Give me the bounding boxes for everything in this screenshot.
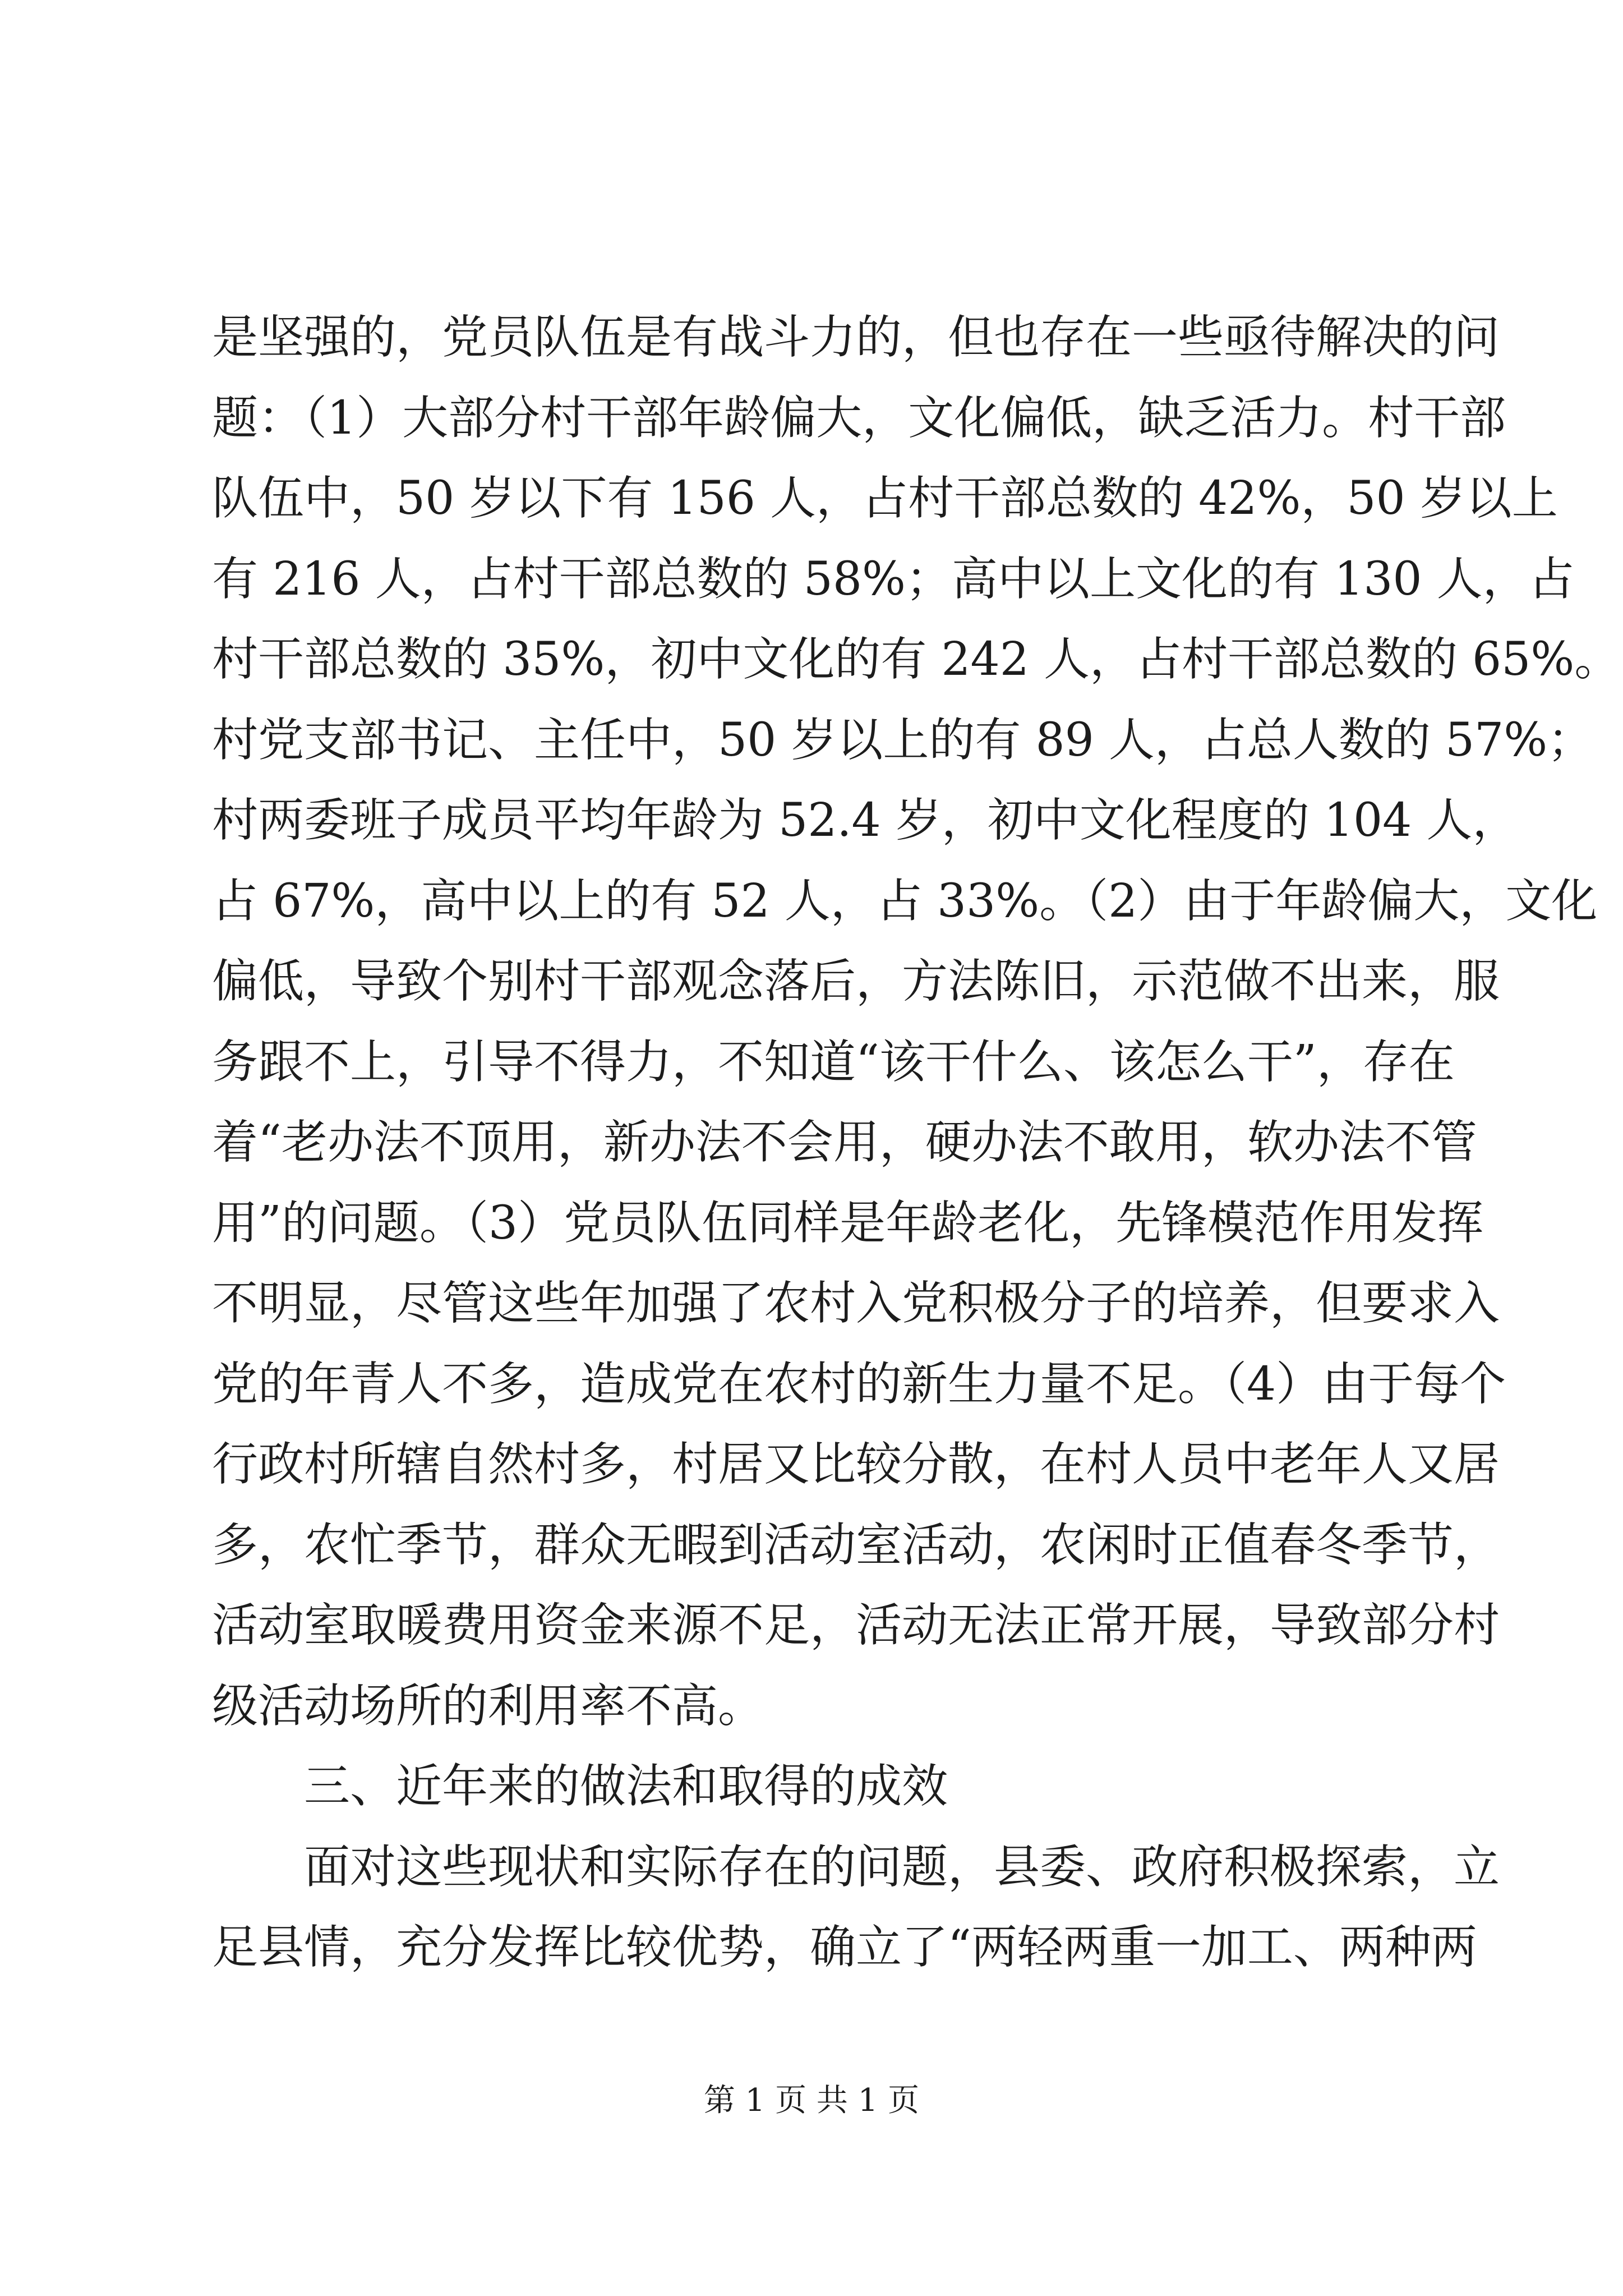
text-line: 用”的问题。（3）党员队伍同样是年龄老化，先锋模范作用发挥	[212, 1196, 1484, 1250]
text-line: 有 216 人，占村干部总数的 58%；高中以上文化的有 130 人，占	[212, 552, 1575, 606]
text-line: 党的年青人不多，造成党在农村的新生力量不足。（4）由于每个	[212, 1357, 1506, 1411]
text-line: 着“老办法不顶用，新办法不会用，硬办法不敢用，软办法不管	[212, 1116, 1477, 1169]
text-line: 不明显，尽管这些年加强了农村入党积极分子的培养，但要求入	[212, 1277, 1500, 1330]
text-line: 活动室取暖费用资金来源不足，活动无法正常开展，导致部分村	[212, 1599, 1500, 1652]
text-line: 村党支部书记、主任中，50 岁以上的有 89 人，占总人数的 57%；	[212, 713, 1594, 767]
text-line: 行政村所辖自然村多，村居又比较分散，在村人员中老年人又居	[212, 1438, 1500, 1491]
text-line: 题：（1）大部分村干部年龄偏大，文化偏低，缺乏活力。村干部	[212, 391, 1506, 445]
text-line: 队伍中，50 岁以下有 156 人，占村干部总数的 42%，50 岁以上	[212, 472, 1558, 525]
page-footer: 第 1 页 共 1 页	[703, 2082, 920, 2119]
text-line: 村干部总数的 35%，初中文化的有 242 人，占村干部总数的 65%。	[212, 633, 1621, 686]
text-line: 多，农忙季节，群众无暇到活动室活动，农闲时正值春冬季节，	[212, 1518, 1500, 1572]
document-body	[212, 297, 1621, 1988]
text-line: 村两委班子成员平均年龄为 52.4 岁，初中文化程度的 104 人，	[212, 794, 1519, 847]
section-heading: 三、近年来的做法和取得的成效	[304, 1760, 948, 1813]
text-line: 务跟不上，引导不得力，不知道“该干什么、该怎么干”，存在	[212, 1035, 1455, 1089]
text-line: 级活动场所的利用率不高。	[212, 1679, 764, 1733]
text-line: 占 67%，高中以上的有 52 人，占 33%。（2）由于年龄偏大，文化	[212, 874, 1598, 928]
text-line: 偏低，导致个别村干部观念落后，方法陈旧，示范做不出来，服	[212, 955, 1500, 1008]
text-line: 是坚强的，党员队伍是有战斗力的，但也存在一些亟待解决的问	[212, 311, 1500, 364]
text-line: 足县情，充分发挥比较优势，确立了“两轻两重一加工、两种两	[212, 1921, 1477, 1974]
text-line: 面对这些现状和实际存在的问题，县委、政府积极探索，立	[304, 1840, 1500, 1894]
